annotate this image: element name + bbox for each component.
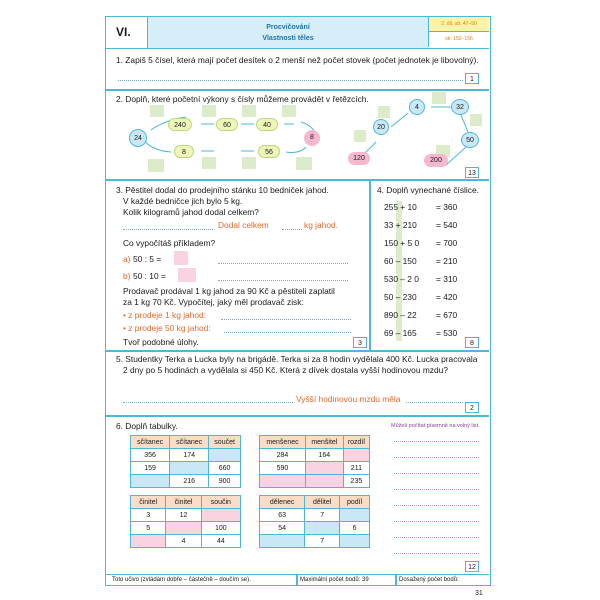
- footer-achieved-points: Dosažený počet bodů:: [399, 577, 459, 583]
- divider: [106, 415, 489, 417]
- table-cell[interactable]: [305, 475, 343, 488]
- table-header: činitel: [131, 496, 166, 509]
- task3-line[interactable]: [224, 332, 351, 333]
- table-cell[interactable]: [209, 449, 241, 462]
- task3-ex-a-label: a): [123, 254, 131, 264]
- task3-points: 3: [353, 337, 367, 348]
- chain2-node: 32: [451, 99, 469, 115]
- chain1-op-box[interactable]: [202, 105, 216, 117]
- divider: [369, 179, 371, 350]
- table-header: sčítanec: [131, 436, 170, 449]
- task6-points: 12: [465, 561, 479, 572]
- task4-rows: [384, 199, 474, 343]
- chain1-node: 24: [129, 129, 147, 147]
- task4-row: 255 + 10 = 360: [384, 202, 458, 212]
- chain2-op-box[interactable]: [354, 130, 366, 142]
- table-header: součin: [201, 496, 240, 509]
- table-cell[interactable]: [260, 535, 305, 548]
- task2-points: 13: [465, 167, 479, 178]
- chain1-op-box[interactable]: [242, 105, 256, 117]
- page-number: 31: [475, 590, 483, 597]
- task3-ex-a-box[interactable]: [174, 251, 188, 265]
- chain1-op-box[interactable]: [282, 105, 296, 117]
- task3-bullet2: • z prodeje 50 kg jahod:: [123, 323, 211, 333]
- divider: [395, 574, 397, 586]
- table-cell: 5: [131, 522, 166, 535]
- task3-ex-a: 50 : 5 =: [133, 254, 162, 264]
- task6-note: Můžeš počítat písemně na volný list.: [391, 423, 480, 429]
- task4-row: 60 – 150 = 210: [384, 256, 458, 266]
- task4-row: 150 + 5 0 = 700: [384, 238, 458, 248]
- reference-bottom: str. 152–156: [428, 32, 489, 47]
- table-cell: 44: [201, 535, 240, 548]
- task2-text: 2. Doplň, které početní výkony s čísly můžeme provádět v řetězcích.: [116, 94, 369, 104]
- table-cell[interactable]: [343, 449, 369, 462]
- task3-sell1: Prodavač prodával 1 kg jahod za 90 Kč a pěstiteli zaplatil: [123, 286, 335, 296]
- task3-ex-b: 50 : 10 =: [133, 271, 166, 281]
- table-cell[interactable]: [305, 462, 343, 475]
- chain2-node: 120: [348, 152, 370, 165]
- task4-text: 4. Doplň vynechané číslice.: [377, 185, 479, 195]
- table-cell[interactable]: [131, 535, 166, 548]
- table-cell[interactable]: [170, 462, 209, 475]
- task1-text: 1. Zapiš 5 čísel, která mají počet desítek o 2 menší než počet stovek (počet jednotek je libovolný).: [116, 55, 479, 65]
- worksheet-footer: [106, 574, 489, 586]
- section-number: VI.: [106, 17, 148, 48]
- task5-answer: Vyšší hodinovou mzdu měla: [296, 394, 401, 404]
- divider: [106, 179, 489, 181]
- table-cell[interactable]: [305, 522, 340, 535]
- chain2-node: 4: [409, 99, 425, 115]
- task3-line2: V každé bedničce jich bylo 5 kg.: [123, 196, 243, 206]
- table-cell: 159: [131, 462, 170, 475]
- task4-row: 33 + 210 = 540: [384, 220, 458, 230]
- table-header: součet: [209, 436, 241, 449]
- table-cell: 63: [260, 509, 305, 522]
- task5-answer-line[interactable]: [406, 402, 463, 403]
- table-cell: 356: [131, 449, 170, 462]
- table-header: sčítanec: [170, 436, 209, 449]
- task3-answer-line[interactable]: [282, 229, 302, 230]
- task5-line1: 5. Studentky Terka a Lucka byly na brigádě. Terka si za 8 hodin vydělala 400 Kč. Lucka pracovala: [116, 354, 478, 364]
- task3-line[interactable]: [221, 319, 351, 320]
- table-cell[interactable]: [340, 509, 370, 522]
- table-cell: 54: [260, 522, 305, 535]
- task4-row: 890 – 22 = 670: [384, 310, 458, 320]
- task3-ex-b-label: b): [123, 271, 131, 281]
- chain2-op-box[interactable]: [470, 114, 482, 126]
- footer-max-points: Maximální počet bodů: 39: [300, 577, 369, 583]
- title-text: Procvičování: [266, 24, 310, 31]
- task3-sell2: za 1 kg 70 Kč. Vypočítej, jaký měl prodavač zisk:: [123, 297, 304, 307]
- table-cell: 4: [166, 535, 201, 548]
- task4-row: 50 – 230 = 420: [384, 292, 458, 302]
- table-header: dělenec: [260, 496, 305, 509]
- table-cell: 100: [201, 522, 240, 535]
- chain1-node: 240: [168, 118, 192, 131]
- table-division: [259, 495, 370, 548]
- task3-line3: Kolik kilogramů jahod dodal celkem?: [123, 207, 259, 217]
- chain1-op-box[interactable]: [296, 157, 312, 170]
- divider: [106, 350, 489, 352]
- chain1-op-box[interactable]: [148, 159, 164, 172]
- task3-line[interactable]: [218, 280, 348, 281]
- task3-bullet1: • z prodeje 1 kg jahod:: [123, 310, 207, 320]
- table-cell: 660: [209, 462, 241, 475]
- reference-top: 2. díl, str. 47–50: [428, 17, 489, 32]
- table-subtraction: [259, 435, 370, 488]
- chain2-op-box[interactable]: [378, 106, 390, 118]
- task4-row: 69 – 165 = 530: [384, 328, 458, 338]
- table-header: rozdíl: [343, 436, 369, 449]
- task5-answer-line[interactable]: [123, 402, 293, 403]
- task5-points: 2: [465, 402, 479, 413]
- table-header: menšitel: [305, 436, 343, 449]
- table-cell: 900: [209, 475, 241, 488]
- task3-line1: 3. Pěstitel dodal do prodejního stánku 10 bedniček jahod.: [116, 185, 329, 195]
- task3-ex-b-box[interactable]: [178, 268, 196, 282]
- chain1-node: 56: [258, 145, 280, 158]
- table-header: dělitel: [305, 496, 340, 509]
- task3-create: Tvoř podobné úlohy.: [123, 337, 199, 347]
- task3-line[interactable]: [218, 263, 348, 264]
- table-cell: 216: [170, 475, 209, 488]
- table-cell: 12: [166, 509, 201, 522]
- table-cell: 211: [343, 462, 369, 475]
- table-cell: 284: [260, 449, 306, 462]
- chain1-op-box[interactable]: [202, 157, 216, 169]
- table-addition: [130, 435, 241, 488]
- table-cell: 7: [305, 535, 340, 548]
- task3-answer-line[interactable]: [123, 229, 213, 230]
- table-header: podíl: [340, 496, 370, 509]
- chain2-op-box[interactable]: [432, 92, 446, 104]
- task4-row: 530 – 2 0 = 310: [384, 274, 458, 284]
- subtitle-text: Vlastnosti těles: [262, 35, 314, 42]
- table-multiplication: [130, 495, 241, 548]
- task1-points: 1: [465, 73, 479, 84]
- chain1-node: 40: [256, 118, 278, 131]
- chain2-node: 200: [424, 154, 448, 167]
- chain1-node: 60: [216, 118, 238, 131]
- table-cell[interactable]: [260, 475, 306, 488]
- table-cell[interactable]: [166, 522, 201, 535]
- task5-line2: 2 dny po 5 hodinách a vydělala si 450 Kč. Která z dívek dostala vyšší hodinovou mzdu?: [123, 365, 448, 375]
- table-header: menšenec: [260, 436, 306, 449]
- task3-answer-b: kg jahod.: [304, 220, 338, 230]
- task3-answer-a: Dodal celkem: [218, 220, 269, 230]
- task4-points: 8: [465, 337, 479, 348]
- table-cell: 3: [131, 509, 166, 522]
- chain2-node: 50: [461, 132, 479, 148]
- table-cell: 164: [305, 449, 343, 462]
- table-cell: 6: [340, 522, 370, 535]
- worksheet: [105, 16, 491, 586]
- chain1-node: 8: [304, 130, 320, 146]
- table-header: činitel: [166, 496, 201, 509]
- table-cell[interactable]: [131, 475, 170, 488]
- table-cell[interactable]: [340, 535, 370, 548]
- footer-self-assessment: Toto učivo (zvládám dobře – částečně – doučím se).: [112, 577, 251, 583]
- task3-calc: Co vypočítáš příkladem?: [123, 238, 216, 248]
- table-cell: 235: [343, 475, 369, 488]
- table-cell: 174: [170, 449, 209, 462]
- task6-text: 6. Doplň tabulky.: [116, 421, 178, 431]
- divider: [296, 574, 298, 586]
- chain2-node: 20: [373, 119, 389, 135]
- chain1-op-box[interactable]: [242, 157, 256, 169]
- table-cell[interactable]: [201, 509, 240, 522]
- table-cell: 7: [305, 509, 340, 522]
- table-cell: 590: [260, 462, 306, 475]
- chain1-op-box[interactable]: [150, 105, 164, 117]
- chain1-node: 8: [174, 145, 194, 158]
